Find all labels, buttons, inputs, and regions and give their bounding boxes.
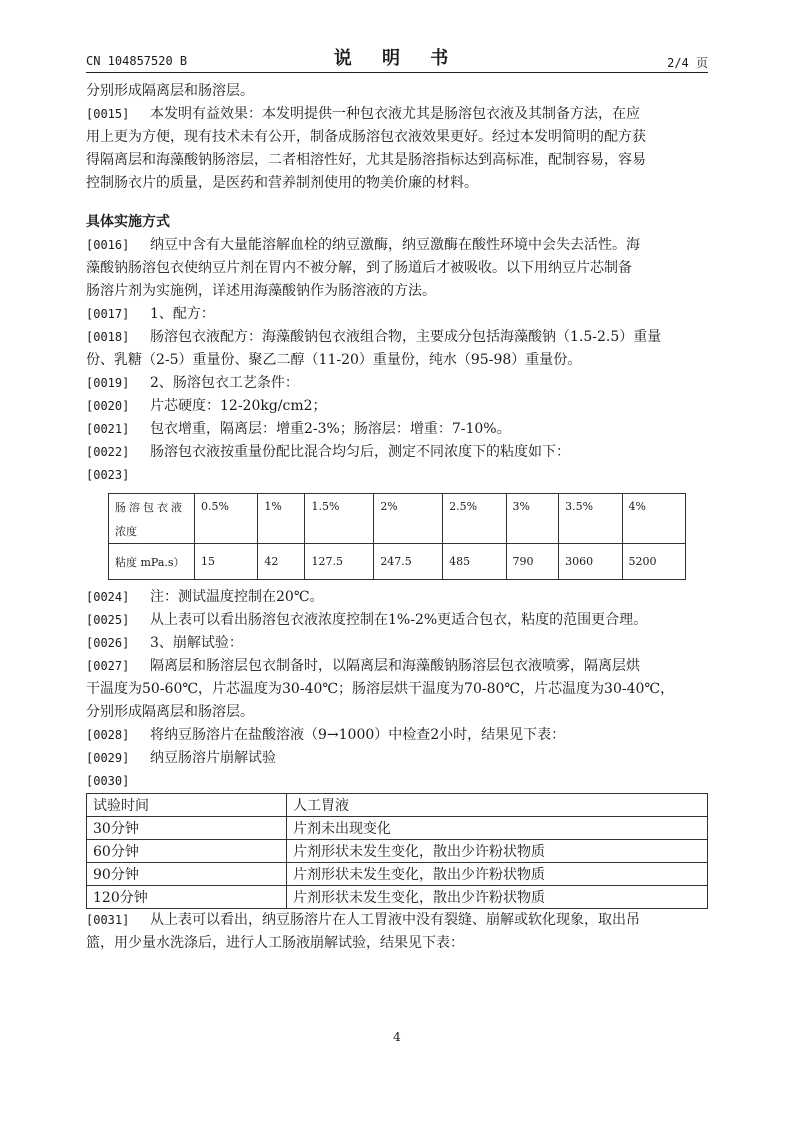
viscosity-cell: 247.5 [374, 544, 443, 580]
paragraph-line [86, 464, 708, 487]
paragraph-line [86, 172, 708, 195]
paragraph-line [86, 372, 708, 395]
paragraph-text: 从上表可以看出肠溶包衣液浓度控制在1%-2%更适合包衣，粘度的范围更合理。 [150, 612, 648, 628]
paragraph-number: [0027] [86, 659, 130, 673]
paragraph-text: 包衣增重，隔离层：增重2-3%；肠溶层：增重：7-10%。 [150, 421, 511, 437]
paragraph-block-conclusion [86, 909, 708, 955]
paragraph-text: 2、肠溶包衣工艺条件： [150, 375, 299, 391]
paragraph-line [86, 234, 708, 257]
concentration-cell: 1.5% [305, 494, 374, 544]
paragraph-text: 本发明有益效果：本发明提供一种包衣液尤其是肠溶包衣液及其制备方法，在应 [150, 106, 640, 122]
paragraph-line [86, 678, 708, 701]
paragraph-number: [0018] [86, 330, 130, 344]
concentration-cell: 3.5% [559, 494, 622, 544]
paragraph-line [86, 80, 708, 103]
paragraph-text: 片芯硬度：12-20kg/cm2； [150, 398, 327, 414]
table-header-cell: 人工胃液 [287, 794, 708, 817]
result-cell: 片剂未出现变化 [287, 817, 708, 840]
paragraph-number: [0021] [86, 422, 130, 436]
result-cell: 片剂形状未发生变化，散出少许粉状物质 [287, 840, 708, 863]
table-row [87, 863, 708, 886]
paragraph-number: [0015] [86, 107, 130, 121]
paragraph-line [86, 418, 708, 441]
paragraph-text: 用上更为方便，现有技术未有公开，制备成肠溶包衣液效果更好。经过本发明简明的配方获 [86, 129, 646, 145]
viscosity-cell: 127.5 [305, 544, 374, 580]
patent-number: CN 104857520 B [86, 54, 188, 68]
document-type-title: 说 明 书 [333, 48, 461, 69]
paragraph-line [86, 586, 708, 609]
paragraph-text: 分别形成隔离层和肠溶层。 [86, 704, 254, 720]
paragraph-line [86, 126, 708, 149]
paragraph-line [86, 280, 708, 303]
paragraph-block-embodiment [86, 234, 708, 487]
page-header [0, 0, 794, 80]
paragraph-number: [0023] [86, 468, 130, 482]
paragraph-line [86, 149, 708, 172]
paragraph-text: 注：测试温度控制在20℃。 [150, 589, 324, 605]
paragraph-text: 从上表可以看出，纳豆肠溶片在人工胃液中没有裂缝、崩解或软化现象，取出吊 [150, 912, 640, 928]
disintegration-table [86, 793, 708, 909]
section-heading: 具体实施方式 [86, 214, 170, 230]
paragraph-text: 篮，用少量水洗涤后，进行人工肠液崩解试验，结果见下表： [86, 935, 464, 951]
paragraph-text: 纳豆中含有大量能溶解血栓的纳豆激酶，纳豆激酶在酸性环境中会失去活性。海 [150, 237, 640, 253]
paragraph-text: 肠溶包衣液按重量份配比混合均匀后，测定不同浓度下的粘度如下： [150, 444, 570, 460]
result-cell: 片剂形状未发生变化，散出少许粉状物质 [287, 863, 708, 886]
paragraph-text: 肠溶片剂为实施例，详述用海藻酸钠作为肠溶液的方法。 [86, 283, 436, 299]
paragraph-text: 分别形成隔离层和肠溶层。 [86, 83, 254, 99]
time-cell: 90分钟 [87, 863, 287, 886]
viscosity-cell: 790 [506, 544, 559, 580]
paragraph-number: [0026] [86, 636, 130, 650]
viscosity-cell: 42 [258, 544, 305, 580]
paragraph-number: [0031] [86, 913, 130, 927]
paragraph-number: [0017] [86, 307, 130, 321]
result-cell: 片剂形状未发生变化，散出少许粉状物质 [287, 886, 708, 909]
paragraph-text: 纳豆肠溶片崩解试验 [150, 750, 276, 766]
table-row [87, 817, 708, 840]
time-cell: 60分钟 [87, 840, 287, 863]
concentration-cell: 0.5% [195, 494, 258, 544]
table-row [87, 840, 708, 863]
paragraph-line [86, 724, 708, 747]
paragraph-number: [0025] [86, 613, 130, 627]
paragraph-text: 控制肠衣片的质量，是医药和营养制剂使用的物美价廉的材料。 [86, 175, 478, 191]
paragraph-text: 藻酸钠肠溶包衣使纳豆片剂在胃内不被分解，到了肠道后才被吸收。以下用纳豆片芯制备 [86, 260, 632, 276]
time-cell: 120分钟 [87, 886, 287, 909]
paragraph-text: 将纳豆肠溶片在盐酸溶液（9→1000）中检查2小时，结果见下表： [150, 727, 566, 743]
viscosity-cell: 5200 [622, 544, 685, 580]
concentration-cell: 1% [258, 494, 305, 544]
paragraph-number: [0019] [86, 376, 130, 390]
paragraph-line [86, 909, 708, 932]
paragraph-text: 得隔离层和海藻酸钠肠溶层，二者相溶性好，尤其是肠溶指标达到高标准，配制容易，容易 [86, 152, 646, 168]
paragraph-text: 肠溶包衣液配方：海藻酸钠包衣液组合物，主要成分包括海藻酸钠（1.5-2.5）重量 [150, 329, 662, 345]
paragraph-number: [0030] [86, 774, 130, 788]
header-divider [86, 72, 708, 73]
table-row [87, 886, 708, 909]
paragraph-line [86, 103, 708, 126]
viscosity-row2-label: 粘度 mPa.s） [109, 544, 195, 580]
concentration-cell: 4% [622, 494, 685, 544]
paragraph-line [86, 609, 708, 632]
paragraph-line [86, 441, 708, 464]
paragraph-text: 干温度为50-60℃，片芯温度为30-40℃；肠溶层烘干温度为70-80℃，片芯温度为30-40℃， [86, 681, 675, 697]
viscosity-cell: 15 [195, 544, 258, 580]
paragraph-line [86, 349, 708, 372]
paragraph-number: [0022] [86, 445, 130, 459]
paragraph-line [86, 395, 708, 418]
page-number: 4 [393, 1030, 401, 1044]
viscosity-cell: 485 [443, 544, 506, 580]
page-reference: 2/4 页 [667, 56, 708, 70]
paragraph-line [86, 303, 708, 326]
paragraph-number: [0028] [86, 728, 130, 742]
paragraph-block-disintegration [86, 586, 708, 793]
paragraph-text: 份、乳糖（2-5）重量份、聚乙二醇（11-20）重量份，纯水（95-98）重量份。 [86, 352, 582, 368]
viscosity-table [108, 493, 686, 580]
paragraph-number: [0029] [86, 751, 130, 765]
paragraph-line [86, 655, 708, 678]
document-body [86, 80, 708, 955]
paragraph-line [86, 326, 708, 349]
concentration-cell: 2.5% [443, 494, 506, 544]
paragraph-line [86, 747, 708, 770]
paragraph-line [86, 632, 708, 655]
viscosity-row1-label: 肠溶包衣液 浓度 [109, 494, 195, 544]
paragraph-text: 隔离层和肠溶层包衣制备时，以隔离层和海藻酸钠肠溶层包衣液喷雾，隔离层烘 [150, 658, 640, 674]
viscosity-cell: 3060 [559, 544, 622, 580]
paragraph-line [86, 770, 708, 793]
paragraph-number: [0020] [86, 399, 130, 413]
paragraph-line [86, 701, 708, 724]
paragraph-block-summary [86, 80, 708, 195]
paragraph-text: 3、崩解试验： [150, 635, 243, 651]
paragraph-line [86, 932, 708, 955]
time-cell: 30分钟 [87, 817, 287, 840]
paragraph-text: 1、配方： [150, 306, 215, 322]
concentration-cell: 2% [374, 494, 443, 544]
concentration-cell: 3% [506, 494, 559, 544]
paragraph-number: [0024] [86, 590, 130, 604]
table-header-cell: 试验时间 [87, 794, 287, 817]
paragraph-number: [0016] [86, 238, 130, 252]
paragraph-line [86, 257, 708, 280]
